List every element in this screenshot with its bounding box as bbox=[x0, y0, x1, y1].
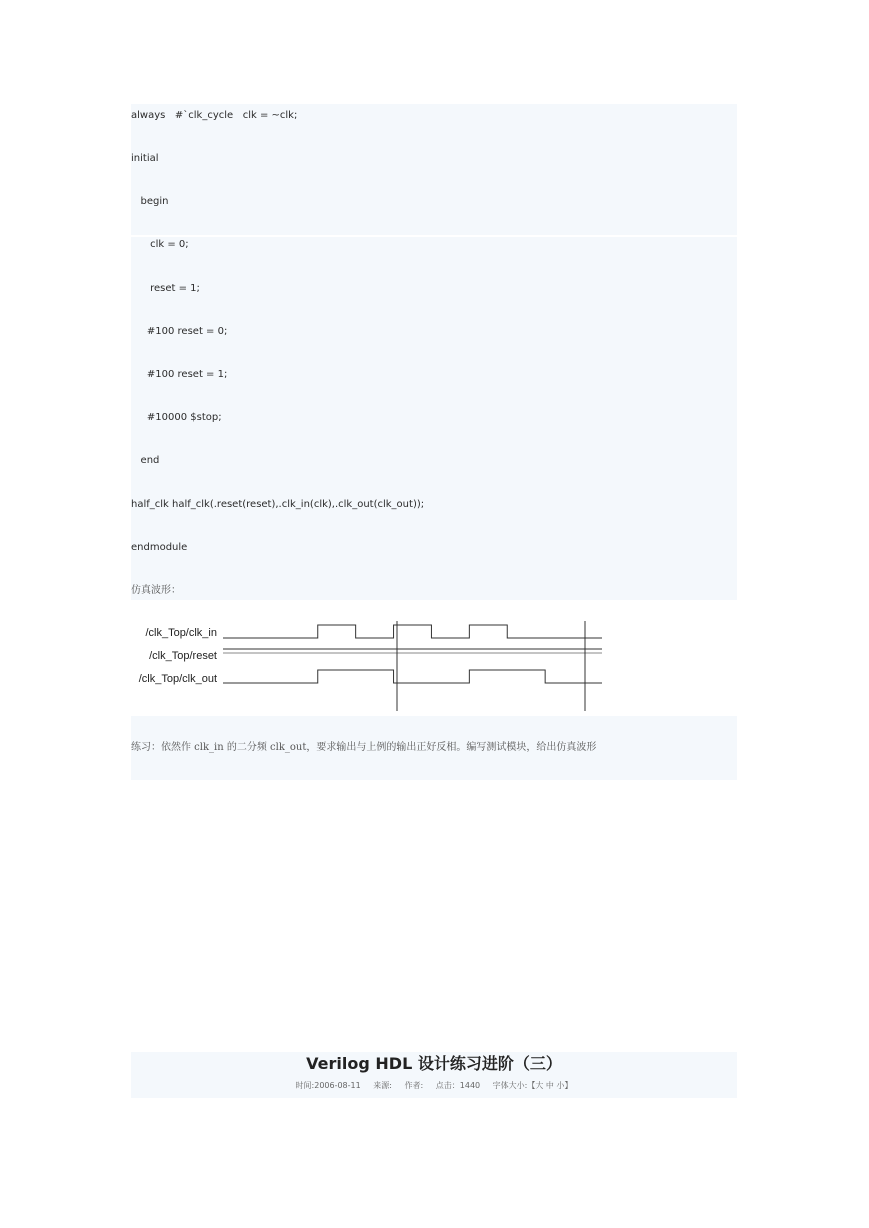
article-title: Verilog HDL 设计练习进阶（三） bbox=[306, 1054, 562, 1073]
meta-fontsize[interactable]: 字体大小:【大 中 小】 bbox=[492, 1081, 573, 1090]
code-line-end: end bbox=[131, 455, 160, 466]
exercise-text: 练习：依然作 clk_in 的二分频 clk_out，要求输出与上例的输出正好反相。编写测试模块，给出仿真波形 bbox=[131, 742, 597, 753]
signal-label-reset: /clk_Top/reset bbox=[149, 650, 217, 662]
code-line-always: always #`clk_cycle clk = ~clk; bbox=[131, 110, 298, 121]
signal-label-clk-in: /clk_Top/clk_in bbox=[145, 627, 217, 639]
code-line-instance: half_clk half_clk(.reset(reset),.clk_in(clk),.clk_out(clk_out)); bbox=[131, 499, 425, 510]
waveform-caption: 仿真波形： bbox=[131, 585, 181, 596]
meta-source: 来源: bbox=[373, 1081, 392, 1090]
meta-author: 作者: bbox=[404, 1081, 424, 1090]
article-meta bbox=[131, 1080, 737, 1092]
code-panel-bottom bbox=[131, 237, 737, 600]
code-line-reset-init: reset = 1; bbox=[131, 283, 200, 294]
meta-time: 时间:2006-08-11 bbox=[295, 1081, 361, 1090]
code-line-begin: begin bbox=[131, 196, 169, 207]
code-line-initial: initial bbox=[131, 153, 159, 164]
code-line-stop: #10000 $stop; bbox=[131, 412, 222, 423]
code-line-endmodule: endmodule bbox=[131, 542, 188, 553]
simulation-waveform bbox=[131, 603, 602, 714]
signal-label-clk-out: /clk_Top/clk_out bbox=[138, 673, 217, 685]
meta-clicks: 点击：1440 bbox=[435, 1081, 481, 1090]
code-line-clk-init: clk = 0; bbox=[131, 239, 189, 250]
code-panel-top bbox=[131, 104, 737, 235]
code-line-reset-0: #100 reset = 0; bbox=[131, 326, 228, 337]
code-line-reset-1: #100 reset = 1; bbox=[131, 369, 228, 380]
